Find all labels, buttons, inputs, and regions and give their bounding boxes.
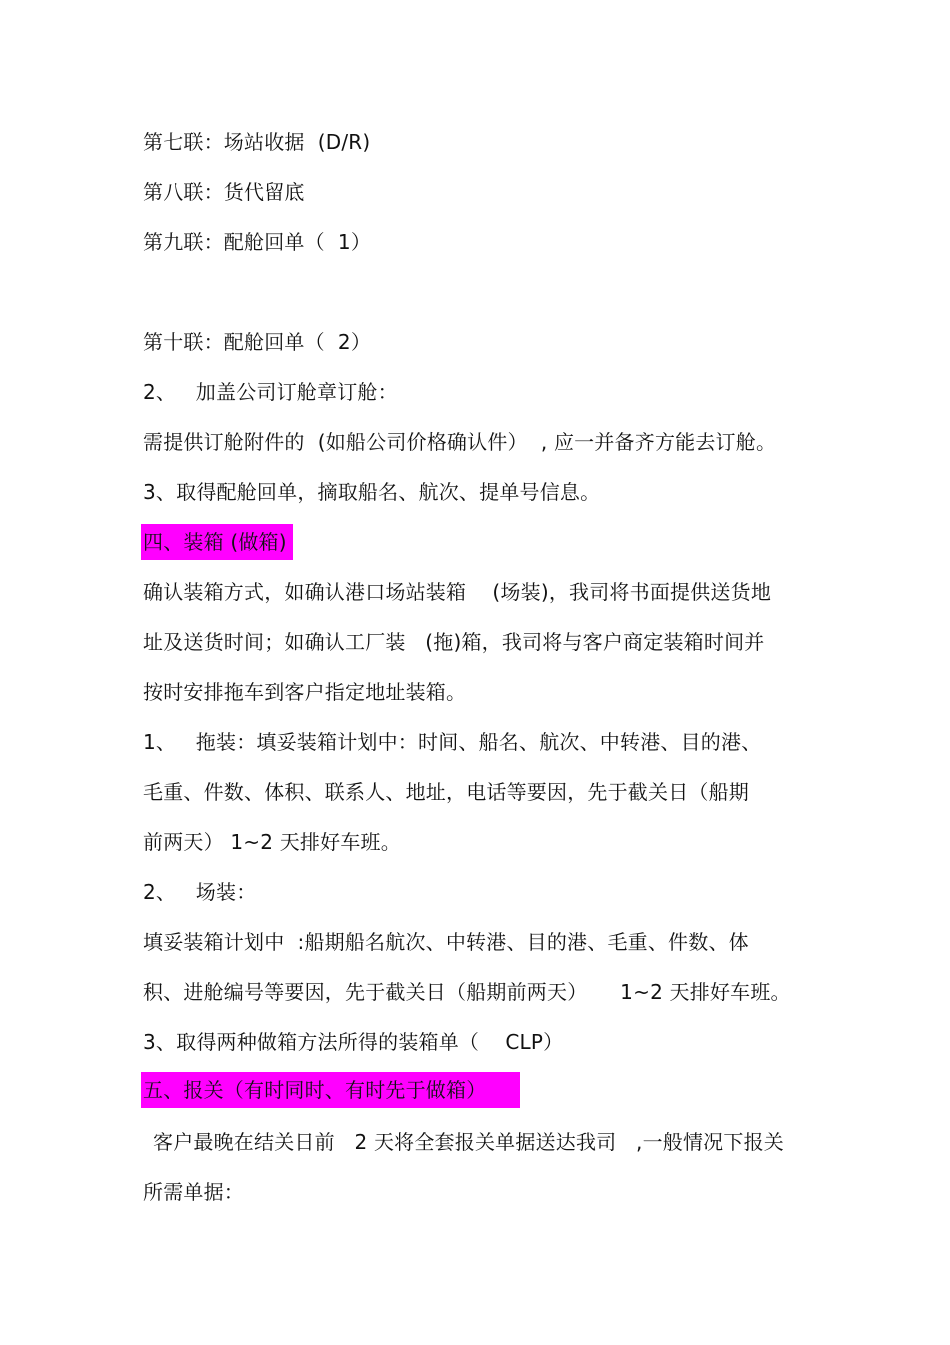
text-line: 积、进舱编号等要因，先于截关日（船期前两天） 1~2 天排好车班。	[143, 980, 791, 1004]
text-line: 所需单据：	[143, 1180, 244, 1204]
text-line: 确认装箱方式，如确认港口场站装箱 (场装)，我司将书面提供送货地	[143, 580, 772, 604]
text-line: 3、取得两种做箱方法所得的装箱单（ CLP）	[143, 1030, 564, 1054]
text-line: 第七联：场站收据 (D/R)	[143, 130, 371, 154]
heading-highlight: 四、装箱 (做箱)	[141, 524, 293, 560]
text-line: 第八联：货代留底	[143, 180, 305, 204]
text-line: 2、 场装：	[143, 880, 257, 904]
text-line: 客户最晚在结关日前 2 天将全套报关单据送达我司 ,一般情况下报关	[153, 1130, 784, 1154]
text-line: 第九联：配舱回单（ 1）	[143, 230, 372, 254]
section-heading-4	[143, 529, 293, 555]
text-line: 毛重、件数、体积、联系人、地址，电话等要因，先于截关日（船期	[143, 780, 749, 804]
section-heading-5	[143, 1077, 520, 1103]
heading-highlight: 五、报关（有时同时、有时先于做箱）	[141, 1072, 520, 1108]
text-line: 址及送货时间；如确认工厂装 (拖)箱，我司将与客户商定装箱时间并	[143, 630, 765, 654]
text-line: 3、取得配舱回单，摘取船名、航次、提单号信息。	[143, 480, 601, 504]
text-line: 需提供订舱附件的 (如船公司价格确认件） , 应一并备齐方能去订舱。	[143, 430, 777, 454]
text-line: 填妥装箱计划中 :船期船名航次、中转港、目的港、毛重、件数、体	[143, 930, 749, 954]
text-line: 按时安排拖车到客户指定地址装箱。	[143, 680, 467, 704]
text-line: 2、 加盖公司订舱章订舱：	[143, 380, 398, 404]
text-line: 1、 拖装：填妥装箱计划中：时间、船名、航次、中转港、目的港、	[143, 730, 762, 754]
text-line: 第十联：配舱回单（ 2）	[143, 330, 372, 354]
text-line: 前两天） 1~2 天排好车班。	[143, 830, 401, 854]
